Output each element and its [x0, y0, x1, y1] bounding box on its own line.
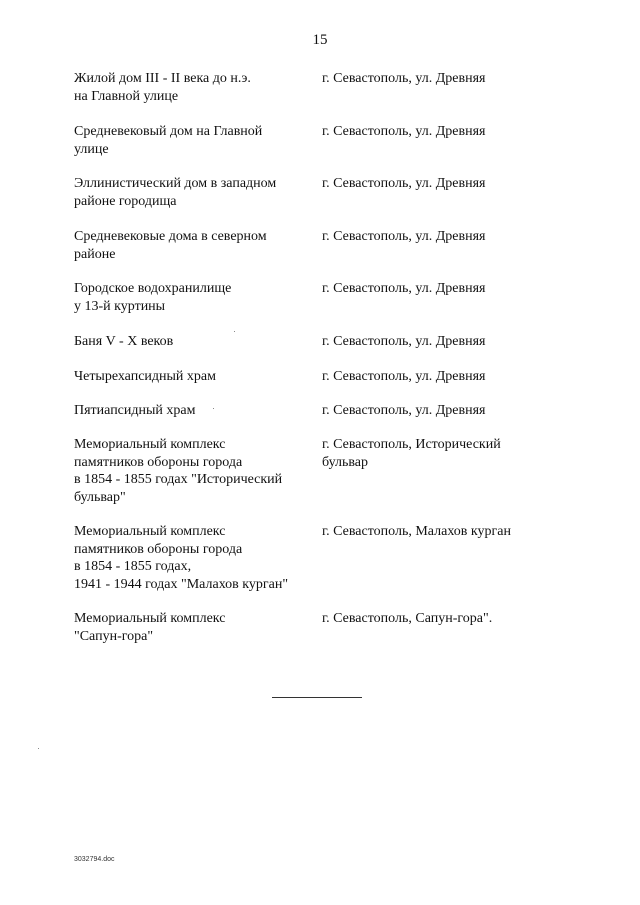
object-name: Эллинистический дом в западном районе городища — [74, 176, 277, 209]
scan-speck — [213, 408, 214, 409]
object-address: г. Севастополь, ул. Древняя — [322, 176, 486, 191]
object-name: Городское водохранилище у 13-й куртины — [74, 281, 232, 314]
object-name: Четырехапсидный храм — [74, 369, 216, 384]
object-name: Пятиапсидный храм — [74, 403, 196, 418]
object-address: г. Севастополь, ул. Древняя — [322, 229, 486, 244]
object-address: г. Севастополь, ул. Древняя — [322, 403, 486, 418]
object-name: Средневековый дом на Главной улице — [74, 124, 263, 157]
object-address: г. Севастополь, ул. Древняя — [322, 334, 486, 349]
object-name: Жилой дом III - II века до н.э. на Главной улице — [74, 71, 251, 104]
object-address: г. Севастополь, Малахов курган — [322, 524, 511, 539]
object-name: Средневековые дома в северном районе — [74, 229, 267, 262]
object-address: г. Севастополь, Сапун-гора". — [322, 611, 493, 626]
page-number: 15 — [312, 32, 328, 48]
object-address: г. Севастополь, Исторический бульвар — [322, 437, 501, 470]
end-of-list-divider — [272, 697, 362, 698]
object-address: г. Севастополь, ул. Древняя — [322, 369, 486, 384]
object-name: Мемориальный комплекс памятников обороны города в 1854 - 1855 годах "Исторический бульвар" — [74, 437, 283, 505]
object-name: Баня V - X веков — [74, 334, 174, 349]
object-name: Мемориальный комплекс памятников обороны города в 1854 - 1855 годах, 1941 - 1944 годах "Малахов курган" — [74, 524, 289, 592]
object-address: г. Севастополь, ул. Древняя — [322, 281, 486, 296]
object-address: г. Севастополь, ул. Древняя — [322, 71, 486, 86]
object-address: г. Севастополь, ул. Древняя — [322, 124, 486, 139]
object-name: Мемориальный комплекс "Сапун-гора" — [74, 611, 226, 644]
footer-file-name: 3032794.doc — [74, 856, 115, 863]
scan-speck — [38, 748, 39, 749]
scan-speck — [234, 331, 235, 332]
